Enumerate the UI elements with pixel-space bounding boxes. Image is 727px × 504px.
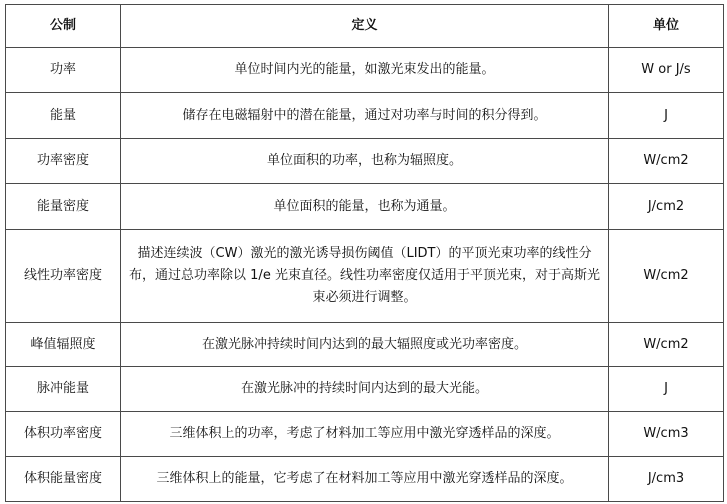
table-row xyxy=(6,139,724,184)
laser-metrics-table xyxy=(5,4,724,502)
cell-definition: 储存在电磁辐射中的潜在能量，通过对功率与时间的积分得到。 xyxy=(121,93,609,139)
cell-unit: W/cm2 xyxy=(609,323,724,367)
cell-unit: W/cm3 xyxy=(609,412,724,457)
table-row xyxy=(6,48,724,93)
table-row xyxy=(6,184,724,230)
cell-unit: J/cm2 xyxy=(609,184,724,230)
cell-term: 线性功率密度 xyxy=(6,230,121,323)
cell-unit: W or J/s xyxy=(609,48,724,93)
cell-definition: 三维体积上的能量，它考虑了在材料加工等应用中激光穿透样品的深度。 xyxy=(121,457,609,502)
table-header-row xyxy=(6,5,724,48)
cell-definition: 单位时间内光的能量，如激光束发出的能量。 xyxy=(121,48,609,93)
table-row xyxy=(6,457,724,502)
cell-unit: W/cm2 xyxy=(609,230,724,323)
cell-term: 脉冲能量 xyxy=(6,367,121,412)
table-row xyxy=(6,367,724,412)
cell-term: 能量 xyxy=(6,93,121,139)
header-term: 公制 xyxy=(6,5,121,48)
cell-term: 峰值辐照度 xyxy=(6,323,121,367)
header-definition: 定义 xyxy=(121,5,609,48)
cell-unit: J xyxy=(609,367,724,412)
header-unit: 单位 xyxy=(609,5,724,48)
table-row xyxy=(6,93,724,139)
cell-definition: 单位面积的能量，也称为通量。 xyxy=(121,184,609,230)
cell-term: 功率 xyxy=(6,48,121,93)
cell-definition: 在激光脉冲持续时间内达到的最大辐照度或光功率密度。 xyxy=(121,323,609,367)
table-row xyxy=(6,323,724,367)
cell-term: 体积功率密度 xyxy=(6,412,121,457)
cell-definition: 单位面积的功率，也称为辐照度。 xyxy=(121,139,609,184)
metrics-table-container xyxy=(5,4,723,502)
table-row xyxy=(6,412,724,457)
cell-term: 功率密度 xyxy=(6,139,121,184)
table-row xyxy=(6,230,724,323)
cell-definition: 三维体积上的功率，考虑了材料加工等应用中激光穿透样品的深度。 xyxy=(121,412,609,457)
cell-unit: J xyxy=(609,93,724,139)
cell-term: 体积能量密度 xyxy=(6,457,121,502)
cell-unit: J/cm3 xyxy=(609,457,724,502)
cell-term: 能量密度 xyxy=(6,184,121,230)
cell-definition: 在激光脉冲的持续时间内达到的最大光能。 xyxy=(121,367,609,412)
cell-unit: W/cm2 xyxy=(609,139,724,184)
cell-definition: 描述连续波（CW）激光的激光诱导损伤阈值（LIDT）的平顶光束功率的线性分布，通过总功率除以 1/e 光束直径。线性功率密度仅适用于平顶光束，对于高斯光束必须进行调整。 xyxy=(121,230,609,323)
